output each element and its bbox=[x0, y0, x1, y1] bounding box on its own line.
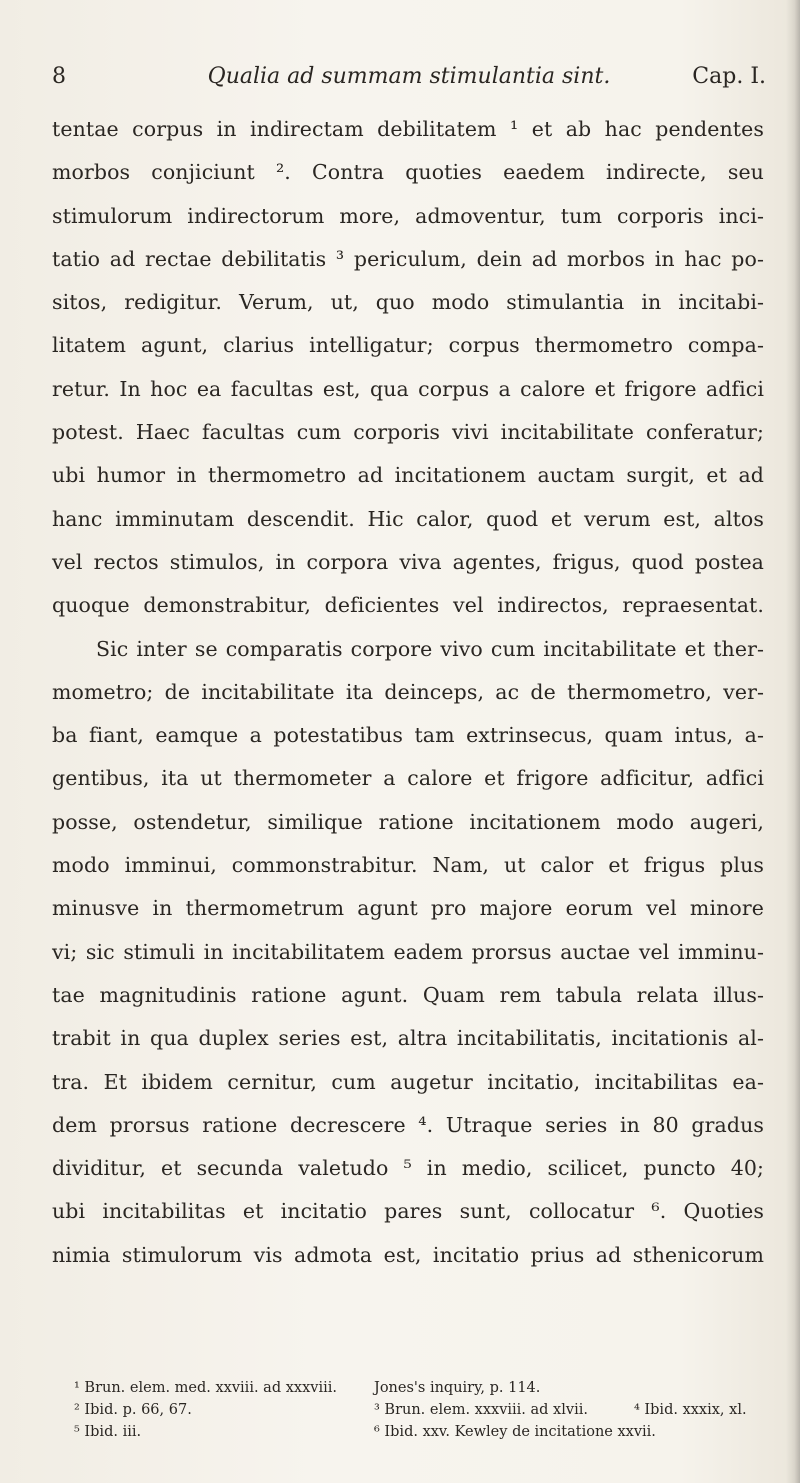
text-line: mometro; de incitabilitate ita deinceps, ac de thermometro, ver- bbox=[52, 679, 764, 704]
text-line: morbos conjiciunt ². Contra quoties eaedem indirecte, seu bbox=[52, 160, 764, 185]
footnote: Jones's inquiry, p. 114. bbox=[374, 1380, 541, 1396]
text-line: stimulorum indirectorum more, admoventur, tum corporis inci- bbox=[52, 203, 764, 228]
text-line: tae magnitudinis ratione agunt. Quam rem tabula relata illus- bbox=[52, 982, 764, 1007]
footnote: ³ Brun. elem. xxxviii. ad xlvii. bbox=[374, 1402, 588, 1418]
text-line: minusve in thermometrum agunt pro majore eorum vel minore bbox=[52, 896, 764, 921]
text-line: tra. Et ibidem cernitur, cum augetur incitatio, incitabilitas ea- bbox=[52, 1069, 764, 1094]
footnote-row bbox=[52, 1399, 764, 1421]
text-line: ubi incitabilitas et incitatio pares sunt, collocatur ⁶. Quoties bbox=[52, 1199, 764, 1224]
text-line: tatio ad rectae debilitatis ³ periculum, dein ad morbos in hac po- bbox=[52, 246, 764, 271]
footnote: ⁶ Ibid. xxv. Kewley de incitatione xxvii. bbox=[374, 1424, 656, 1440]
text-line: retur. In hoc ea facultas est, qua corpus a calore et frigore adfici bbox=[52, 376, 764, 401]
text-line: trabit in qua duplex series est, altra incitabilitatis, incitationis al- bbox=[52, 1026, 764, 1051]
text-line: modo imminui, commonstrabitur. Nam, ut calor et frigus plus bbox=[52, 853, 764, 878]
body-text bbox=[52, 108, 764, 1277]
text-line: gentibus, ita ut thermometer a calore et frigore adficitur, adfici bbox=[52, 766, 764, 791]
page-header bbox=[52, 58, 766, 98]
running-title: Qualia ad summam stimulantia sint. bbox=[207, 64, 611, 89]
text-line: posse, ostendetur, similique ratione incitationem modo augeri, bbox=[52, 809, 764, 834]
page-number: 8 bbox=[52, 64, 66, 89]
text-line: potest. Haec facultas cum corporis vivi incitabilitate conferatur; bbox=[52, 420, 764, 445]
footnote-row bbox=[52, 1377, 764, 1399]
text-line: Sic inter se comparatis corpore vivo cum incitabilitate et ther- bbox=[96, 636, 764, 661]
text-line: quoque demonstrabitur, deficientes vel indirectos, repraesentat. bbox=[52, 593, 764, 618]
footnotes bbox=[52, 1377, 764, 1443]
text-line: vi; sic stimuli in incitabilitatem eadem prorsus auctae vel imminu- bbox=[52, 939, 764, 964]
text-line: vel rectos stimulos, in corpora viva agentes, frigus, quod postea bbox=[52, 549, 764, 574]
footnote: ⁵ Ibid. iii. bbox=[74, 1424, 142, 1440]
text-line: nimia stimulorum vis admota est, incitatio prius ad sthenicorum bbox=[52, 1242, 764, 1267]
footnote: ² Ibid. p. 66, 67. bbox=[74, 1402, 192, 1418]
text-line: litatem agunt, clarius intelligatur; corpus thermometro compa- bbox=[52, 333, 764, 358]
footnote bbox=[634, 1377, 764, 1399]
text-line: hanc imminutam descendit. Hic calor, quod et verum est, altos bbox=[52, 506, 764, 531]
footnote: ⁴ Ibid. xxxix, xl. bbox=[634, 1402, 747, 1418]
text-line: sitos, redigitur. Verum, ut, quo modo stimulantia in incitabi- bbox=[52, 290, 764, 315]
footnote-row bbox=[52, 1421, 764, 1443]
text-line: ubi humor in thermometro ad incitationem auctam surgit, et ad bbox=[52, 463, 764, 488]
text-line: dividitur, et secunda valetudo ⁵ in medio, scilicet, puncto 40; bbox=[52, 1156, 764, 1181]
chapter-label: Cap. I. bbox=[692, 64, 766, 89]
footnote bbox=[634, 1421, 764, 1443]
text-line: tentae corpus in indirectam debilitatem ¹ et ab hac pendentes bbox=[52, 117, 764, 141]
footnote: ¹ Brun. elem. med. xxviii. ad xxxviii. bbox=[74, 1380, 337, 1396]
page-edge-shadow bbox=[786, 0, 800, 1483]
text-line: ba fiant, eamque a potestatibus tam extrinsecus, quam intus, a- bbox=[52, 723, 764, 748]
text-line: dem prorsus ratione decrescere ⁴. Utraque series in 80 gradus bbox=[52, 1112, 764, 1137]
